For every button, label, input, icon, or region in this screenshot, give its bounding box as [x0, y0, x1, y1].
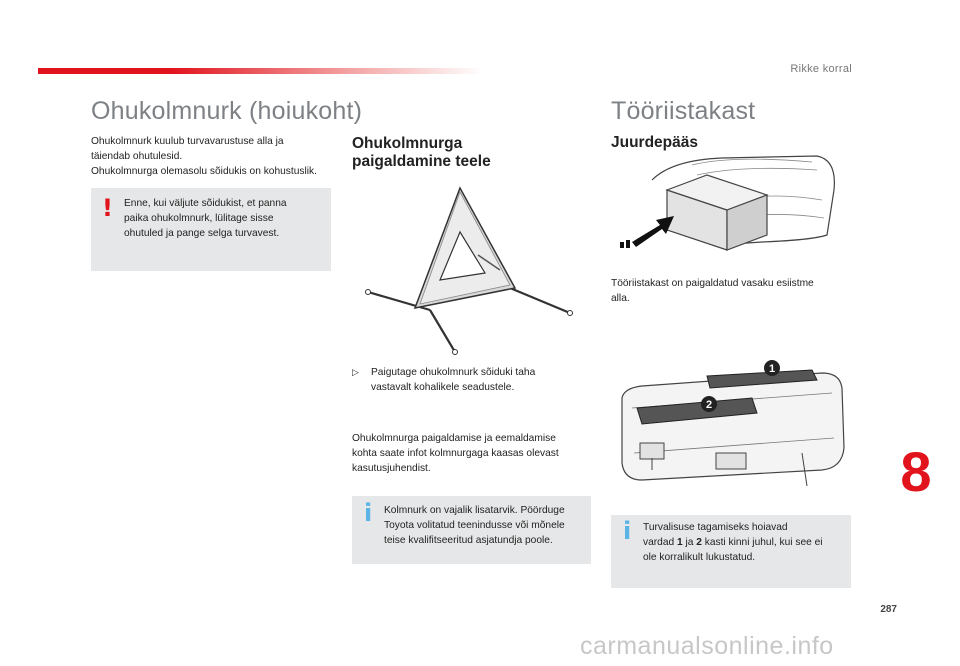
callout-2: 2 — [705, 399, 713, 411]
warning-text — [124, 196, 287, 241]
info-line-1: Kolmnurk on vajalik lisatarvik. Pöörduge — [384, 505, 565, 516]
callout-1: 1 — [768, 363, 776, 375]
section-title-triangle-placement — [352, 135, 491, 171]
placement-paragraph — [352, 431, 559, 476]
warning-box — [91, 188, 331, 271]
intro-paragraph — [91, 134, 317, 179]
chapter-tab — [872, 418, 960, 524]
header-accent-bar — [38, 68, 483, 74]
para-line-1: Ohukolmnurga paigaldamise ja eemaldamise — [352, 433, 556, 444]
info-line-2: Toyota volitatud teenindusse või mõnele — [384, 520, 565, 531]
subtitle-access: Juurdepääs — [611, 134, 699, 151]
intro-line-2: täiendab ohutulesid. — [91, 151, 183, 162]
placement-bullet — [352, 365, 535, 395]
toolbox-line-2: alla. — [611, 293, 630, 304]
info-text — [384, 503, 565, 548]
watermark: carmanualsonline.info — [580, 632, 834, 660]
seat-toolbox-illustration — [612, 150, 852, 265]
safety-line-1: Turvalisuse tagamiseks hoiavad — [643, 522, 788, 533]
chapter-title: Rikke korral — [790, 63, 852, 75]
safety-text — [643, 520, 823, 565]
section-title-warning-triangle-storage: Ohukolmnurk (hoiukoht) — [91, 97, 363, 125]
info-line-3: teise kvalifitseeritud asjatundja poole. — [384, 535, 553, 546]
toolbox-bars-illustration — [612, 358, 852, 493]
intro-line-3: Ohukolmnurga olemasolu sõidukis on kohustuslik. — [91, 166, 317, 177]
page-number: 287 — [880, 604, 897, 615]
info-icon: i — [623, 517, 632, 545]
safety-line-3: ole korralikult lukustatud. — [643, 552, 756, 563]
warning-line-2: paika ohukolmnurk, lülitage sisse — [124, 213, 274, 224]
arrow-bullet-icon: ▷ — [352, 367, 359, 377]
chapter-number: 8 — [900, 439, 932, 503]
warning-line-3: ohutuled ja pange selga turvavest. — [124, 228, 280, 239]
warning-triangle-illustration — [360, 180, 580, 360]
para-line-2: kohta saate infot kolmnurgaga kaasas olevast — [352, 448, 559, 459]
warning-exclamation-icon: ! — [102, 194, 113, 222]
info-box-accessory — [352, 496, 591, 564]
info-box-safety — [611, 515, 851, 588]
intro-line-1: Ohukolmnurk kuulub turvavarustuse alla ja — [91, 136, 284, 147]
para-line-3: kasutusjuhendist. — [352, 463, 431, 474]
title-line-1: Ohukolmnurga — [352, 135, 463, 152]
warning-line-1: Enne, kui väljute sõidukist, et panna — [124, 198, 287, 209]
toolbox-line-1: Tööriistakast on paigaldatud vasaku esiistme — [611, 278, 814, 289]
bullet-line-1: Paigutage ohukolmnurk sõiduki taha — [371, 367, 536, 378]
toolbox-paragraph — [611, 276, 814, 306]
section-title-toolbox: Tööriistakast — [611, 97, 756, 125]
title-line-2: paigaldamine teele — [352, 153, 491, 170]
info-icon: i — [364, 499, 373, 527]
direction-arrow-icon — [620, 216, 674, 248]
bullet-line-2: vastavalt kohalikele seadustele. — [371, 382, 515, 393]
safety-line-2: vardad 1 ja 2 kasti kinni juhul, kui see ei — [643, 537, 823, 548]
